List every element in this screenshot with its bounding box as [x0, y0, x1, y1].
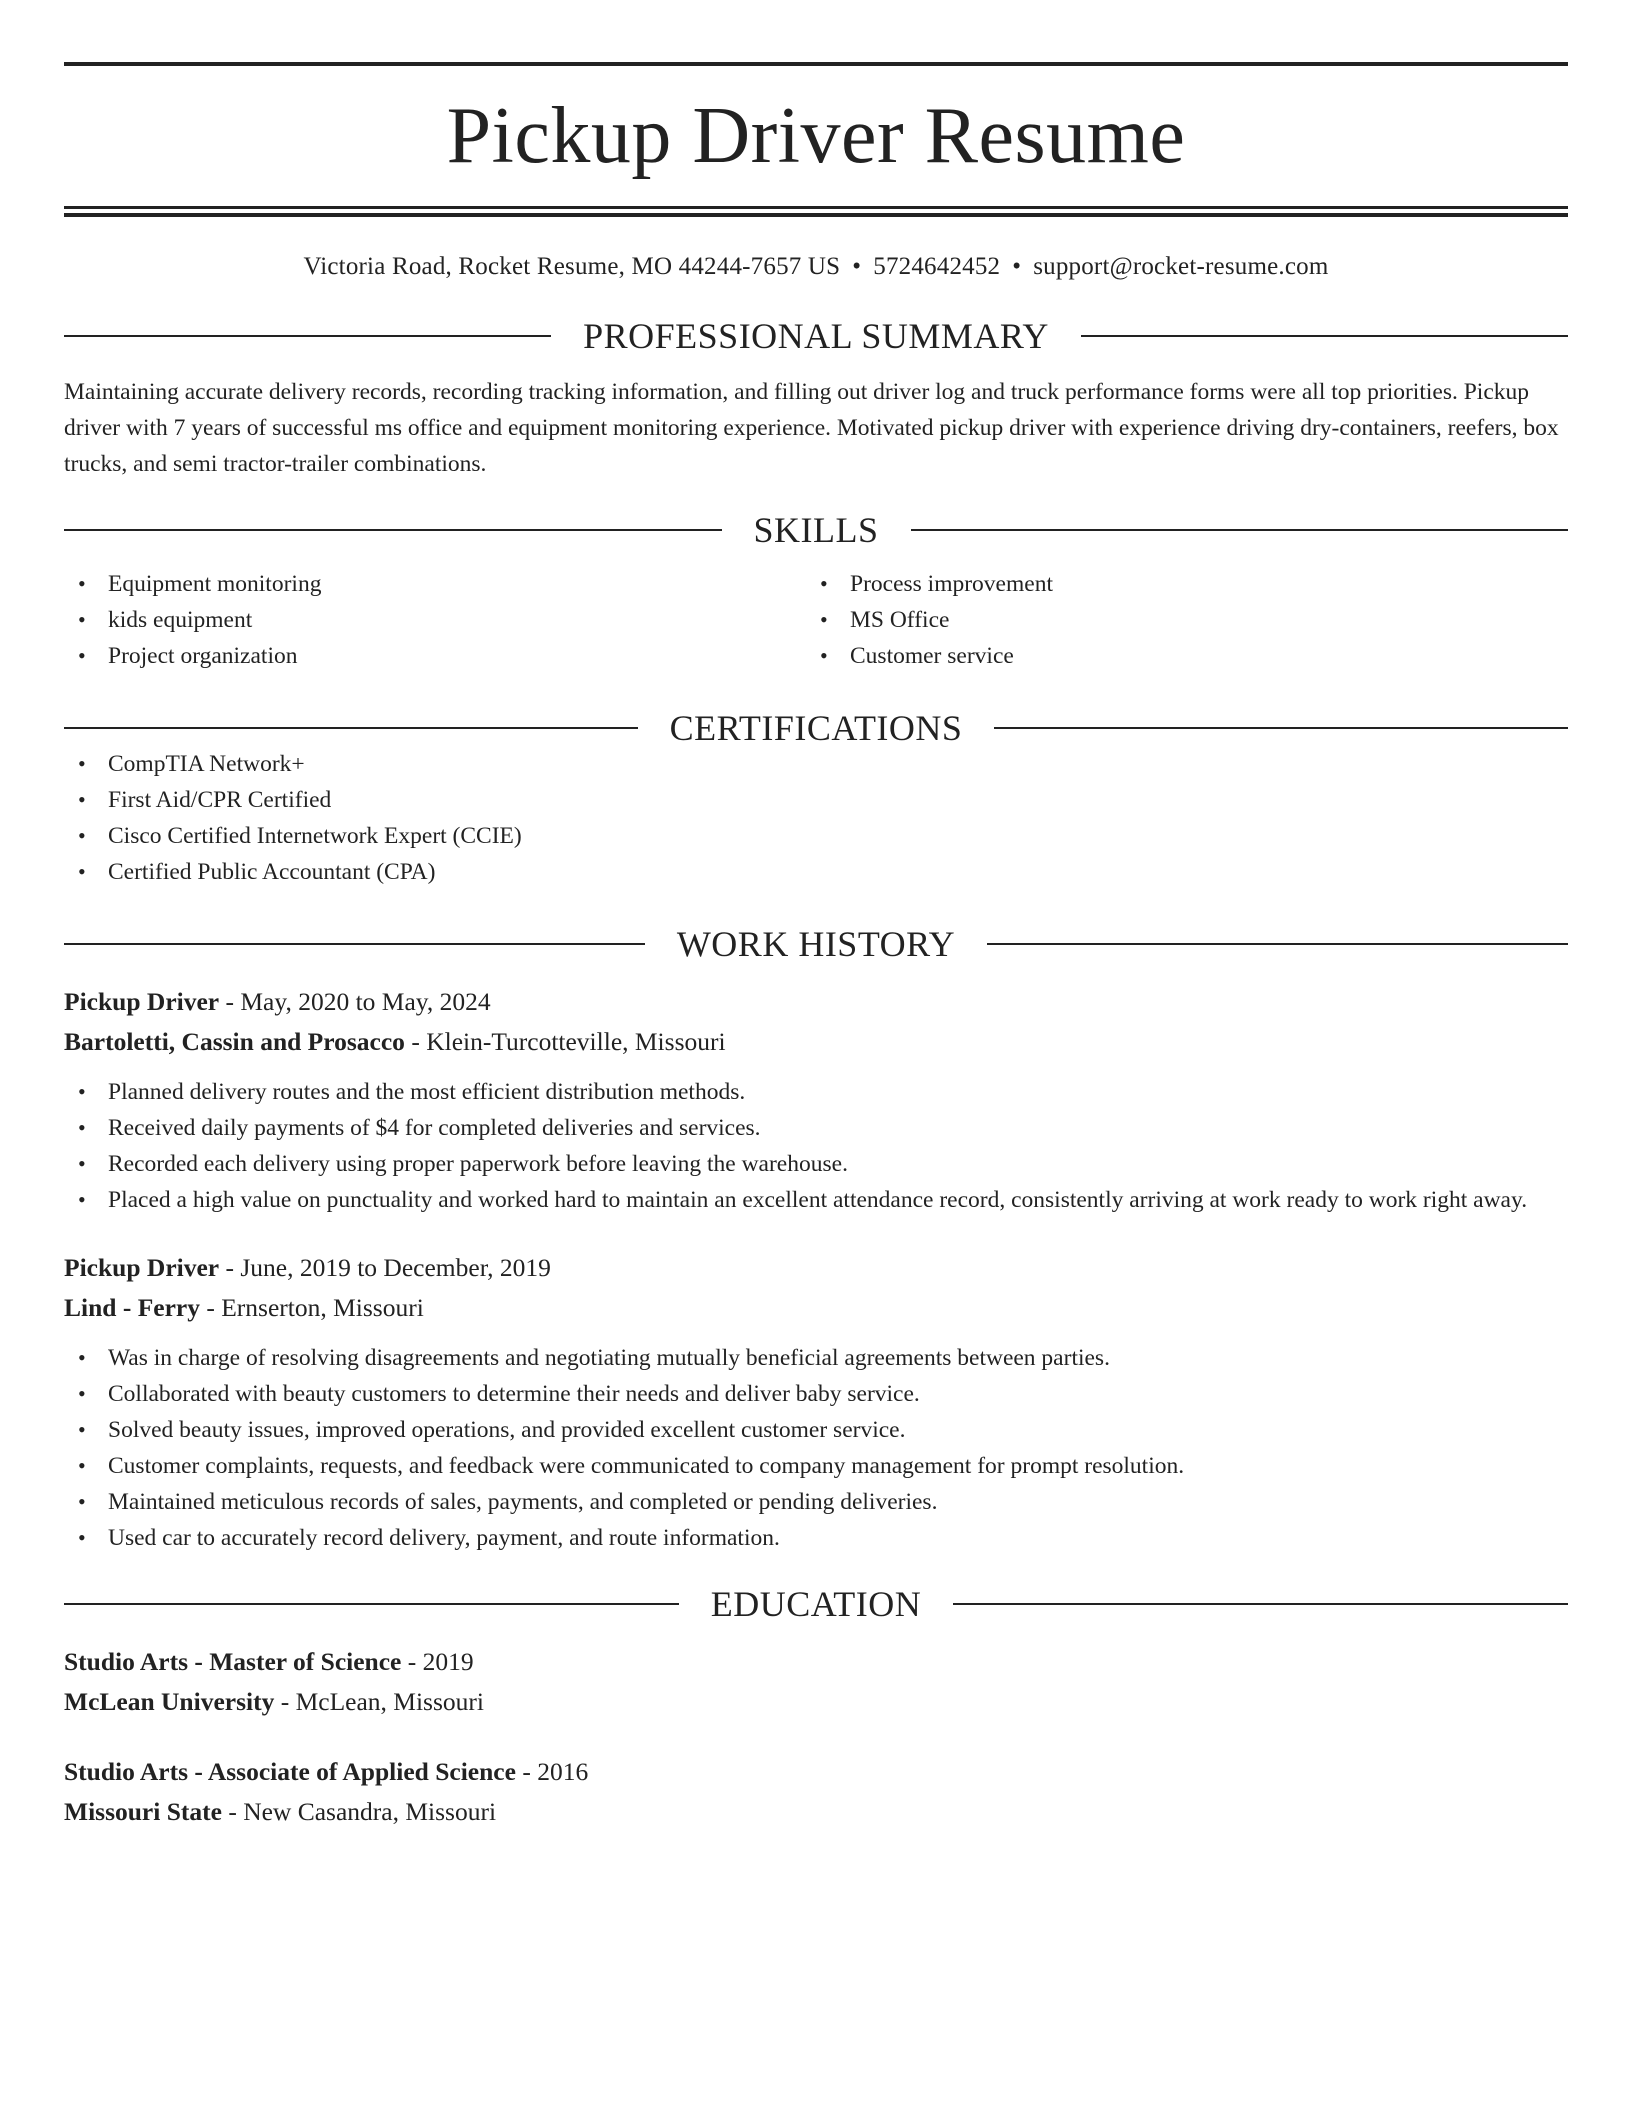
heading-rule	[953, 1603, 1568, 1605]
job-bullet: • Collaborated with beauty customers to determine their needs and deliver baby service.	[64, 1376, 1568, 1412]
skill-item: • Process improvement	[806, 566, 1548, 602]
job-title-line	[64, 1248, 1568, 1288]
top-rule	[64, 62, 1568, 66]
education-school: Missouri State	[64, 1797, 222, 1826]
contact-phone: 5724642452	[873, 253, 1001, 280]
heading-rule	[64, 943, 645, 945]
job-bullet: • Solved beauty issues, improved operations, and provided excellent customer service.	[64, 1412, 1568, 1448]
contact-separator: •	[852, 253, 862, 280]
job-bullet: • Placed a high value on punctuality and worked hard to maintain an excellent attendance record, consistently arriving at work ready to work right away.	[64, 1182, 1568, 1218]
section-title: WORK HISTORY	[676, 924, 956, 964]
section-heading-summary	[64, 318, 1568, 354]
job-bullet: • Planned delivery routes and the most efficient distribution methods.	[64, 1074, 1568, 1110]
job-dates: May, 2020 to May, 2024	[240, 987, 491, 1016]
education-school-line	[64, 1682, 1568, 1722]
section-title: CERTIFICATIONS	[669, 708, 963, 748]
job-entry	[64, 982, 1568, 1218]
job-bullet: • Received daily payments of $4 for completed deliveries and services.	[64, 1110, 1568, 1146]
dash: -	[274, 1687, 296, 1716]
section-heading-certifications	[64, 710, 1568, 746]
heading-rule	[64, 1603, 679, 1605]
education-school: McLean University	[64, 1687, 275, 1716]
certification-item: • CompTIA Network+	[64, 746, 1568, 782]
dash: -	[401, 1647, 423, 1676]
dash: -	[219, 987, 241, 1016]
skill-item: • kids equipment	[64, 602, 806, 638]
job-location: Klein-Turcotteville, Missouri	[426, 1027, 726, 1056]
contact-address: Victoria Road, Rocket Resume, MO 44244-7657 US	[303, 253, 841, 280]
education-degree: Studio Arts - Associate of Applied Science	[64, 1757, 516, 1786]
skill-item: • Equipment monitoring	[64, 566, 806, 602]
section-title: EDUCATION	[710, 1584, 922, 1624]
skill-item: • Project organization	[64, 638, 806, 674]
heading-rule	[64, 529, 722, 531]
dash: -	[515, 1757, 538, 1786]
section-title: PROFESSIONAL SUMMARY	[583, 316, 1049, 356]
job-company: Lind - Ferry	[64, 1293, 200, 1322]
section-heading-skills	[64, 512, 1568, 548]
education-degree: Studio Arts - Master of Science	[64, 1647, 402, 1676]
summary-text: Maintaining accurate delivery records, recording tracking information, and filling out driver log and truck performance forms were all top priorities. Pickup driver with 7 years of successful ms office and equipment monitoring experience. Motivated pickup driver with experience driving dry-containers, reefers, box trucks, and semi tractor-trailer combinations.	[64, 379, 1559, 477]
education-degree-line	[64, 1642, 1568, 1682]
heading-rule	[911, 529, 1569, 531]
job-company: Bartoletti, Cassin and Prosacco	[64, 1027, 405, 1056]
heading-rule	[987, 943, 1568, 945]
skill-item: • MS Office	[806, 602, 1548, 638]
skills-column-left	[64, 566, 806, 674]
skills-column-right	[806, 566, 1548, 674]
education-location: McLean, Missouri	[295, 1687, 484, 1716]
section-title: SKILLS	[753, 510, 879, 550]
education-entry	[64, 1642, 1568, 1722]
education-school-line	[64, 1792, 1568, 1832]
education-degree-line	[64, 1752, 1568, 1792]
dash: -	[404, 1027, 427, 1056]
contact-separator: •	[1012, 253, 1022, 280]
heading-rule	[994, 727, 1568, 729]
job-bullet: • Used car to accurately record delivery, payment, and route information.	[64, 1520, 1568, 1556]
education-year: 2016	[537, 1757, 589, 1786]
section-heading-education	[64, 1586, 1568, 1622]
contact-line	[64, 252, 1568, 282]
title-double-rule	[64, 206, 1568, 217]
dash: -	[219, 1253, 241, 1282]
job-bullet: • Recorded each delivery using proper paperwork before leaving the warehouse.	[64, 1146, 1568, 1182]
certifications-list	[64, 746, 1568, 890]
education-entry	[64, 1752, 1568, 1832]
heading-rule	[64, 335, 551, 337]
job-bullet: • Was in charge of resolving disagreements and negotiating mutually beneficial agreements between parties.	[64, 1340, 1568, 1376]
job-entry	[64, 1248, 1568, 1556]
job-bullets	[64, 1340, 1568, 1556]
job-title: Pickup Driver	[64, 1253, 220, 1282]
education-year: 2019	[422, 1647, 474, 1676]
job-title: Pickup Driver	[64, 987, 220, 1016]
job-location: Ernserton, Missouri	[221, 1293, 424, 1322]
heading-rule	[1081, 335, 1568, 337]
dash: -	[221, 1797, 244, 1826]
job-dates: June, 2019 to December, 2019	[240, 1253, 551, 1282]
job-title-line	[64, 982, 1568, 1022]
contact-email: support@rocket-resume.com	[1033, 253, 1329, 280]
resume-title: Pickup Driver Resume	[446, 92, 1186, 180]
dash: -	[199, 1293, 222, 1322]
job-company-line	[64, 1288, 1568, 1328]
certification-item: • Cisco Certified Internetwork Expert (CCIE)	[64, 818, 1568, 854]
section-heading-work	[64, 926, 1568, 962]
heading-rule	[64, 727, 638, 729]
job-company-line	[64, 1022, 1568, 1062]
education-location: New Casandra, Missouri	[243, 1797, 497, 1826]
certification-item: • First Aid/CPR Certified	[64, 782, 1568, 818]
skill-item: • Customer service	[806, 638, 1548, 674]
job-bullets	[64, 1074, 1568, 1218]
certification-item: • Certified Public Accountant (CPA)	[64, 854, 1568, 890]
job-bullet: • Maintained meticulous records of sales, payments, and completed or pending deliveries.	[64, 1484, 1568, 1520]
job-bullet: • Customer complaints, requests, and feedback were communicated to company management for prompt resolution.	[64, 1448, 1568, 1484]
skills-grid	[64, 566, 1568, 674]
